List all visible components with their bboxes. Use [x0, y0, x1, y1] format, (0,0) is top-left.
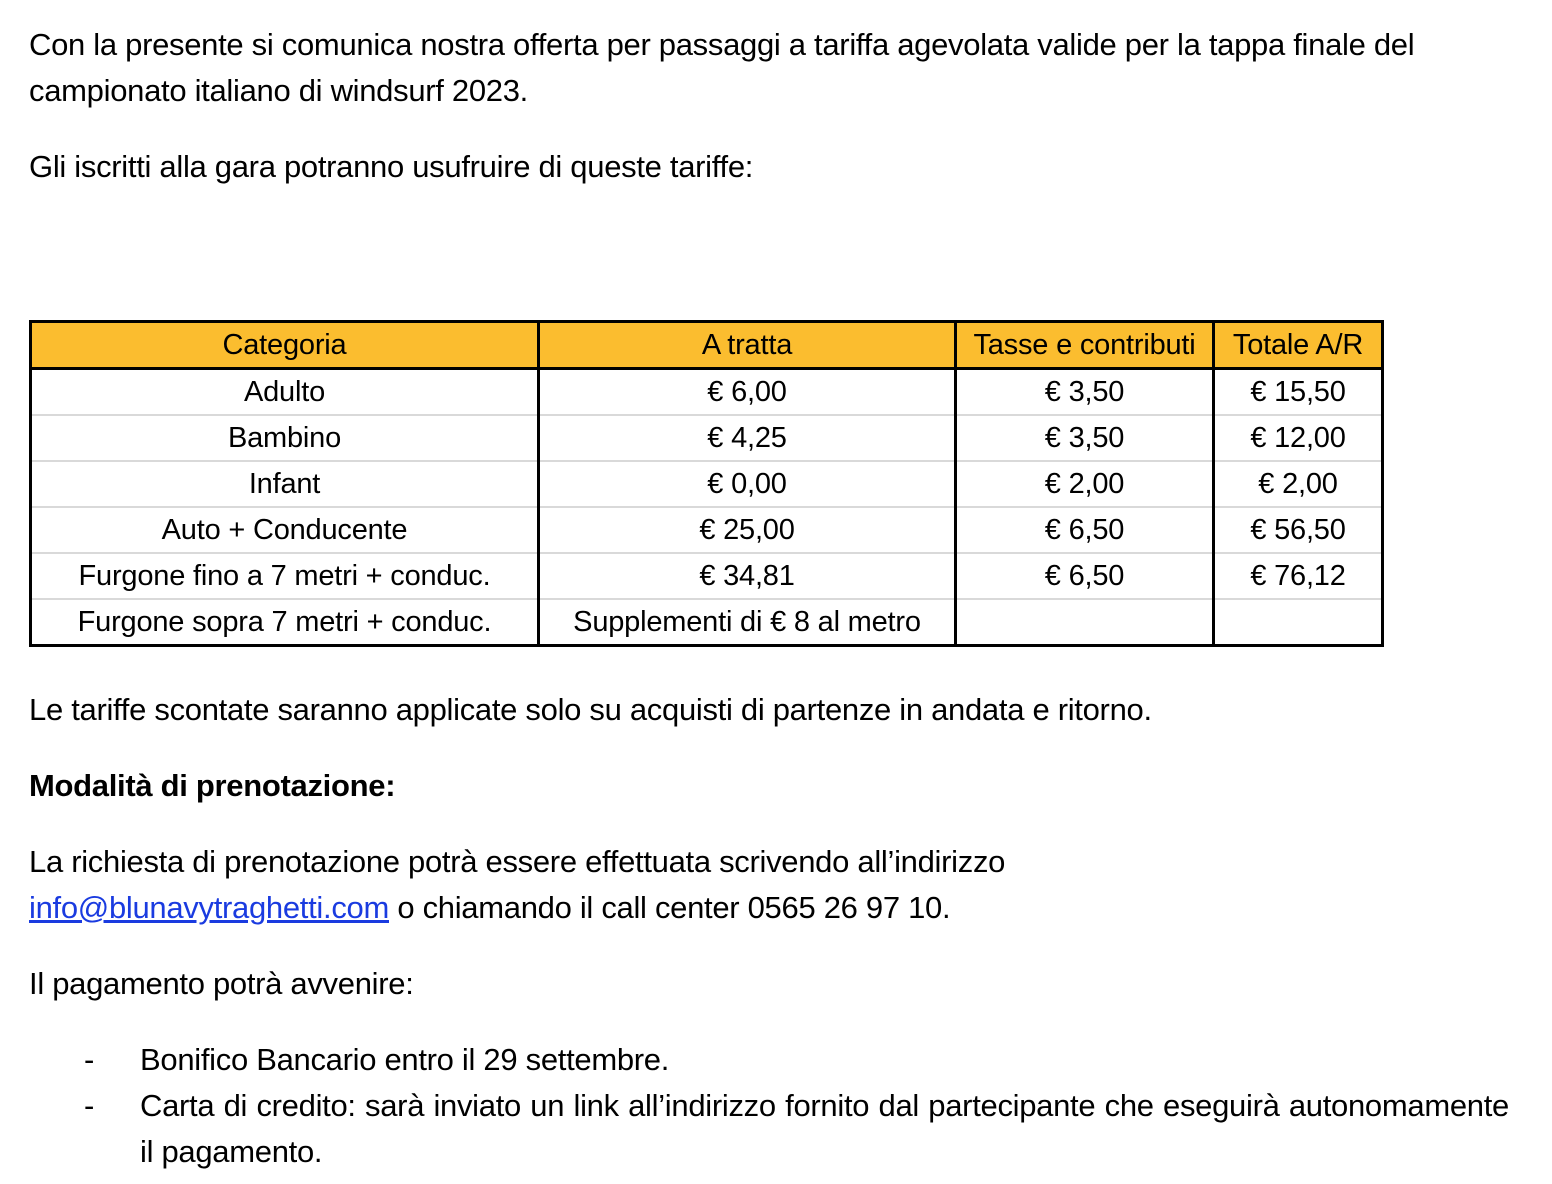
payment-method-text: Bonifico Bancario entro il 29 settembre.: [140, 1042, 670, 1077]
cell-tasse: € 3,50: [956, 369, 1214, 416]
cell-categoria: Furgone fino a 7 metri + conduc.: [31, 553, 539, 599]
discount-note: Le tariffe scontate saranno applicate solo su acquisti di partenze in andata e ritorno.: [29, 692, 1152, 727]
cell-totale: € 15,50: [1214, 369, 1383, 416]
cell-categoria: Furgone sopra 7 metri + conduc.: [31, 599, 539, 646]
table-row: [31, 507, 1383, 553]
cell-categoria: Adulto: [31, 369, 539, 416]
table-row: [31, 599, 1383, 646]
table-row: [31, 553, 1383, 599]
cell-tasse: [956, 599, 1214, 646]
header-categoria: Categoria: [31, 322, 539, 369]
table-row: [31, 461, 1383, 507]
booking-text: La richiesta di prenotazione potrà essere effettuata scrivendo all’indirizzo: [29, 844, 1006, 879]
list-item: [29, 1083, 1509, 1175]
payment-method-text: Carta di credito: sarà inviato un link all’indirizzo fornito dal partecipante che eseguirà autonomamente il pagamento.: [140, 1088, 1509, 1169]
cell-totale: € 76,12: [1214, 553, 1383, 599]
payment-intro: Il pagamento potrà avvenire:: [29, 966, 414, 1001]
cell-a-tratta: Supplementi di € 8 al metro: [539, 599, 956, 646]
cell-a-tratta: € 34,81: [539, 553, 956, 599]
header-totale-ar: Totale A/R: [1214, 322, 1383, 369]
bullet-dash: -: [84, 1088, 95, 1123]
cell-a-tratta: € 4,25: [539, 415, 956, 461]
payment-methods-list: [29, 1037, 1509, 1175]
cell-totale: € 2,00: [1214, 461, 1383, 507]
intro-paragraph: Con la presente si comunica nostra offerta per passaggi a tariffa agevolata valide per la tappa finale del campionato italiano di windsurf 2023.: [29, 27, 1415, 108]
intro-eligibility-paragraph: Gli iscritti alla gara potranno usufruire di queste tariffe:: [29, 149, 754, 184]
cell-categoria: Auto + Conducente: [31, 507, 539, 553]
cell-totale: [1214, 599, 1383, 646]
cell-categoria: Bambino: [31, 415, 539, 461]
cell-totale: € 56,50: [1214, 507, 1383, 553]
bullet-dash: -: [84, 1042, 95, 1077]
cell-categoria: Infant: [31, 461, 539, 507]
cell-totale: € 12,00: [1214, 415, 1383, 461]
table-row: [31, 369, 1383, 416]
document-page: [29, 22, 1509, 1175]
booking-phone-text: o chiamando il call center 0565 26 97 10.: [389, 890, 951, 925]
fare-table: [29, 320, 1384, 647]
cell-tasse: € 3,50: [956, 415, 1214, 461]
list-item: [29, 1037, 1509, 1083]
cell-a-tratta: € 25,00: [539, 507, 956, 553]
header-tasse-contributi: Tasse e contributi: [956, 322, 1214, 369]
cell-a-tratta: € 0,00: [539, 461, 956, 507]
booking-email-link[interactable]: info@blunavytraghetti.com: [29, 890, 389, 925]
booking-paragraph: [29, 839, 1509, 931]
cell-a-tratta: € 6,00: [539, 369, 956, 416]
table-row: [31, 415, 1383, 461]
fare-table-header-row: [31, 322, 1383, 369]
header-a-tratta: A tratta: [539, 322, 956, 369]
booking-heading: Modalità di prenotazione:: [29, 768, 396, 803]
cell-tasse: € 6,50: [956, 553, 1214, 599]
cell-tasse: € 2,00: [956, 461, 1214, 507]
fare-table-container: [29, 320, 1381, 647]
cell-tasse: € 6,50: [956, 507, 1214, 553]
